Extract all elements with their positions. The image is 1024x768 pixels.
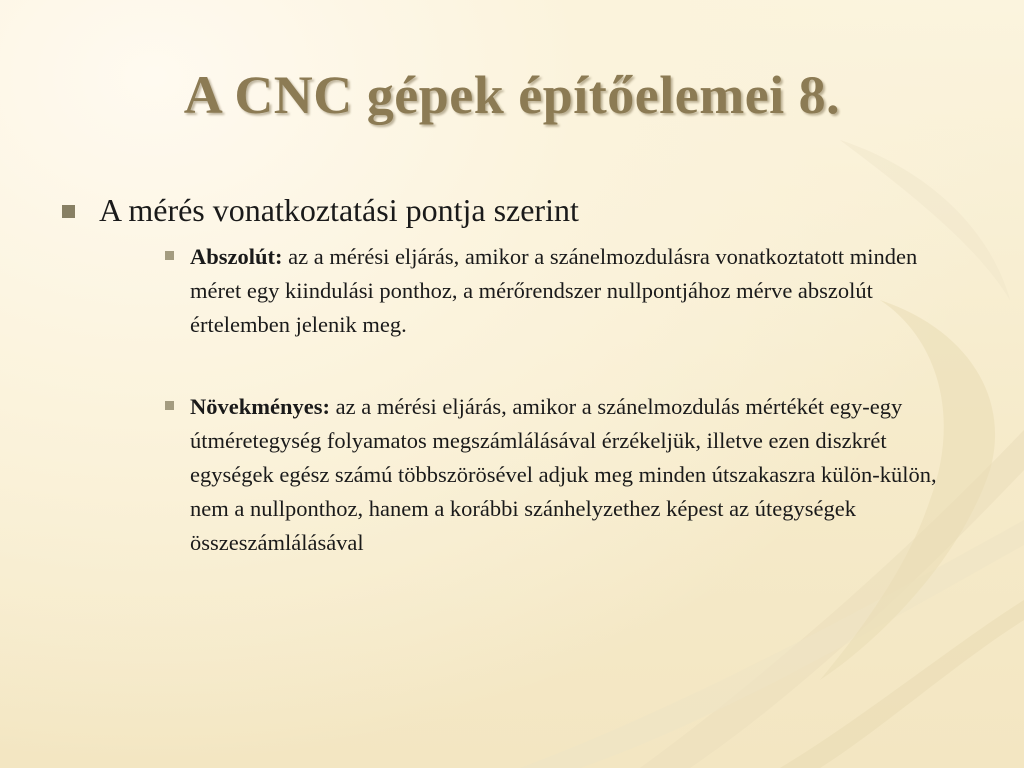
- definition-absolute: az a mérési eljárás, amikor a szánelmozdulásra vonatkoztatott minden méret egy kiindulási ponthoz, a mérőrendszer nullpontjához mérve abszolút értelemben jelenik meg.: [190, 244, 918, 337]
- term-incremental: Növekményes:: [190, 394, 330, 419]
- bullet-level2-text: [190, 390, 965, 560]
- bullet-level1: [62, 190, 579, 230]
- square-bullet-icon: [165, 401, 174, 410]
- definition-incremental: az a mérési eljárás, amikor a szánelmozdulás mértékét egy-egy útméretegység folyamatos megszámlálásával érzékeljük, illetve ezen diszkrét egységek egész számú többszörösével adjuk meg minden útszakaszra külön-külön, nem a nullponthoz, hanem a korábbi szánhelyzethez képest az útegységek összeszámlálásával: [190, 394, 937, 555]
- square-bullet-icon: [62, 205, 75, 218]
- bullet-level1-text: A mérés vonatkoztatási pontja szerint: [99, 192, 579, 228]
- bullet-level2-text: [190, 240, 965, 342]
- slide-title: A CNC gépek építőelemei 8.: [183, 65, 841, 125]
- term-absolute: Abszolút:: [190, 244, 283, 269]
- bullet-level2-absolute: [165, 240, 965, 342]
- square-bullet-icon: [165, 251, 174, 260]
- bullet-level2-incremental: [165, 390, 965, 560]
